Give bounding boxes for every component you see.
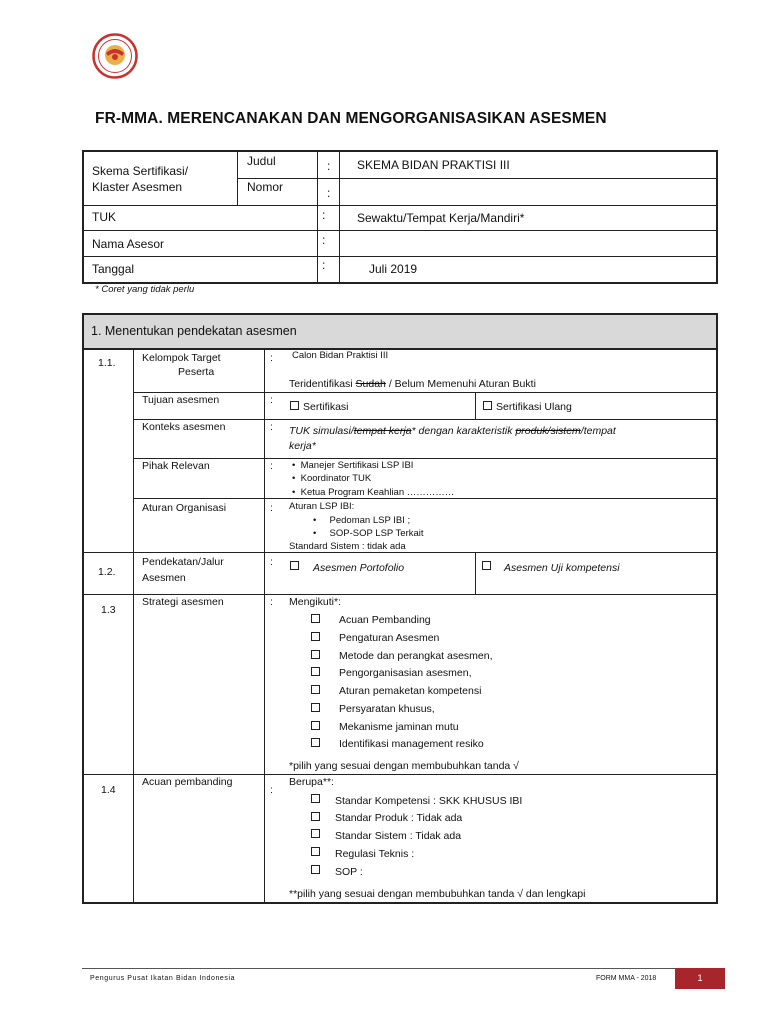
judul-value[interactable]: SKEMA BIDAN PRAKTISI III <box>357 158 510 172</box>
stakeholders-label: Pihak Relevan <box>142 460 210 472</box>
sertifikasi-ulang-checkbox[interactable] <box>483 401 492 410</box>
sertifikasi-label: Sertifikasi <box>303 401 349 413</box>
strategy-checkbox[interactable] <box>311 650 320 659</box>
asesor-label: Nama Asesor <box>92 237 165 251</box>
strategy-item: Pengaturan Asesmen <box>339 632 440 644</box>
ibi-logo <box>92 33 138 79</box>
strategy-checkbox[interactable] <box>311 738 320 747</box>
purpose-label: Tujuan asesmen <box>142 394 220 406</box>
page-number: 1 <box>697 973 703 983</box>
rules-label: Aturan Organisasi <box>142 502 227 514</box>
target-label-2: Peserta <box>178 366 215 378</box>
colon: : <box>327 186 331 200</box>
portofolio-checkbox[interactable] <box>290 561 299 570</box>
page-title: FR-MMA. MERENCANAKAN DAN MENGORGANISASIKAN ASESMEN <box>95 110 607 127</box>
row-number: 1.2. <box>98 566 116 578</box>
judul-label: Judul <box>247 154 276 168</box>
portofolio-label: Asesmen Portofolio <box>313 562 405 574</box>
stakeholder-item: • Ketua Program Keahlian …………… <box>292 487 455 498</box>
benchmark-item: Regulasi Teknis : <box>335 848 415 860</box>
sertifikasi-checkbox[interactable] <box>290 401 299 410</box>
benchmark-item: Standar Sistem : Tidak ada <box>335 830 462 842</box>
rules-system: Standard Sistem : tidak ada <box>289 541 406 552</box>
colon: : <box>322 233 326 247</box>
section-heading: 1. Menentukan pendekatan asesmen <box>91 324 297 338</box>
row-number: 1.4 <box>101 784 116 796</box>
strategy-item: Persyaratan khusus, <box>339 703 435 715</box>
benchmark-item: SOP : <box>335 866 363 878</box>
row-number: 1.1. <box>98 357 116 369</box>
colon: : <box>322 208 326 222</box>
tanggal-label: Tanggal <box>92 262 135 276</box>
colon: : <box>270 421 273 433</box>
colon: : <box>327 159 331 173</box>
strategy-item: Aturan pemaketan kompetensi <box>339 685 482 697</box>
strategy-item: Metode dan perangkat asesmen, <box>339 650 493 662</box>
strategy-checkbox[interactable] <box>311 667 320 676</box>
benchmark-checkbox[interactable] <box>311 794 320 803</box>
context-label: Konteks asesmen <box>142 421 226 433</box>
row-number: 1.3 <box>101 604 116 616</box>
approach-label-2: Asesmen <box>142 572 186 584</box>
rules-item: • Pedoman LSP IBI ; <box>313 515 411 526</box>
uji-kompetensi-checkbox[interactable] <box>482 561 491 570</box>
benchmark-label: Acuan pembanding <box>142 776 233 788</box>
colon: : <box>270 784 273 796</box>
benchmark-intro: Berupa**: <box>289 776 334 788</box>
benchmark-checkbox[interactable] <box>311 812 320 821</box>
strategy-checkbox[interactable] <box>311 685 320 694</box>
footer-form-code: FORM MMA - 2018 <box>596 975 657 982</box>
context-value-2: kerja* <box>289 440 316 452</box>
colon: : <box>322 258 326 272</box>
approach-label: Pendekatan/Jalur <box>142 556 224 568</box>
footer-organization: Pengurus Pusat Ikatan Bidan Indonesia <box>90 975 236 982</box>
tuk-label: TUK <box>92 210 116 224</box>
colon: : <box>270 556 273 568</box>
strategy-intro: Mengikuti*: <box>289 596 341 608</box>
colon: : <box>270 596 273 608</box>
nomor-label: Nomor <box>247 180 284 194</box>
strategy-checkbox[interactable] <box>311 721 320 730</box>
colon: : <box>270 502 273 514</box>
colon: : <box>270 394 273 406</box>
strategy-item: Acuan Pembanding <box>339 614 431 626</box>
uji-kompetensi-label: Asesmen Uji kompetensi <box>504 562 620 574</box>
evidence-status: Teridentifikasi Sudah / Belum Memenuhi Aturan Bukti <box>289 378 536 390</box>
tanggal-value[interactable]: Juli 2019 <box>369 262 418 276</box>
colon: : <box>270 460 273 472</box>
strategy-label: Strategi asesmen <box>142 596 224 608</box>
strategy-checkbox[interactable] <box>311 632 320 641</box>
rules-intro: Aturan LSP IBI: <box>289 501 355 512</box>
benchmark-checkbox[interactable] <box>311 865 320 874</box>
skema-label: Skema Sertifikasi/ <box>92 164 189 178</box>
stakeholder-item: • Koordinator TUK <box>292 473 372 484</box>
benchmark-item: Standar Kompetensi : SKK KHUSUS IBI <box>335 795 523 807</box>
strategy-checkbox[interactable] <box>311 703 320 712</box>
rules-item: • SOP-SOP LSP Terkait <box>313 528 424 539</box>
footer-rule <box>82 968 725 969</box>
benchmark-checkbox[interactable] <box>311 829 320 838</box>
benchmark-item: Standar Produk : Tidak ada <box>335 812 463 824</box>
stakeholder-item: • Manejer Sertifikasi LSP IBI <box>292 460 414 471</box>
strategy-item: Pengorganisasian asesmen, <box>339 667 472 679</box>
context-value: TUK simulasi/tempat kerja* dengan karakteristik produk/sistem/tempat <box>289 425 616 437</box>
target-label: Kelompok Target <box>142 352 221 364</box>
strike-note: * Coret yang tidak perlu <box>95 284 195 295</box>
sertifikasi-ulang-label: Sertifikasi Ulang <box>496 401 572 413</box>
strategy-item: Identifikasi management resiko <box>339 738 484 750</box>
benchmark-note: **pilih yang sesuai dengan membubuhkan tanda √ dan lengkapi <box>289 888 586 900</box>
strategy-checkbox[interactable] <box>311 614 320 623</box>
target-value: Calon Bidan Praktisi III <box>292 350 389 361</box>
klaster-label: Klaster Asesmen <box>92 180 183 194</box>
benchmark-checkbox[interactable] <box>311 847 320 856</box>
colon: : <box>270 352 273 364</box>
tuk-value[interactable]: Sewaktu/Tempat Kerja/Mandiri* <box>357 211 525 225</box>
strategy-note: *pilih yang sesuai dengan membubuhkan tanda √ <box>289 760 519 772</box>
strategy-item: Mekanisme jaminan mutu <box>339 721 459 733</box>
